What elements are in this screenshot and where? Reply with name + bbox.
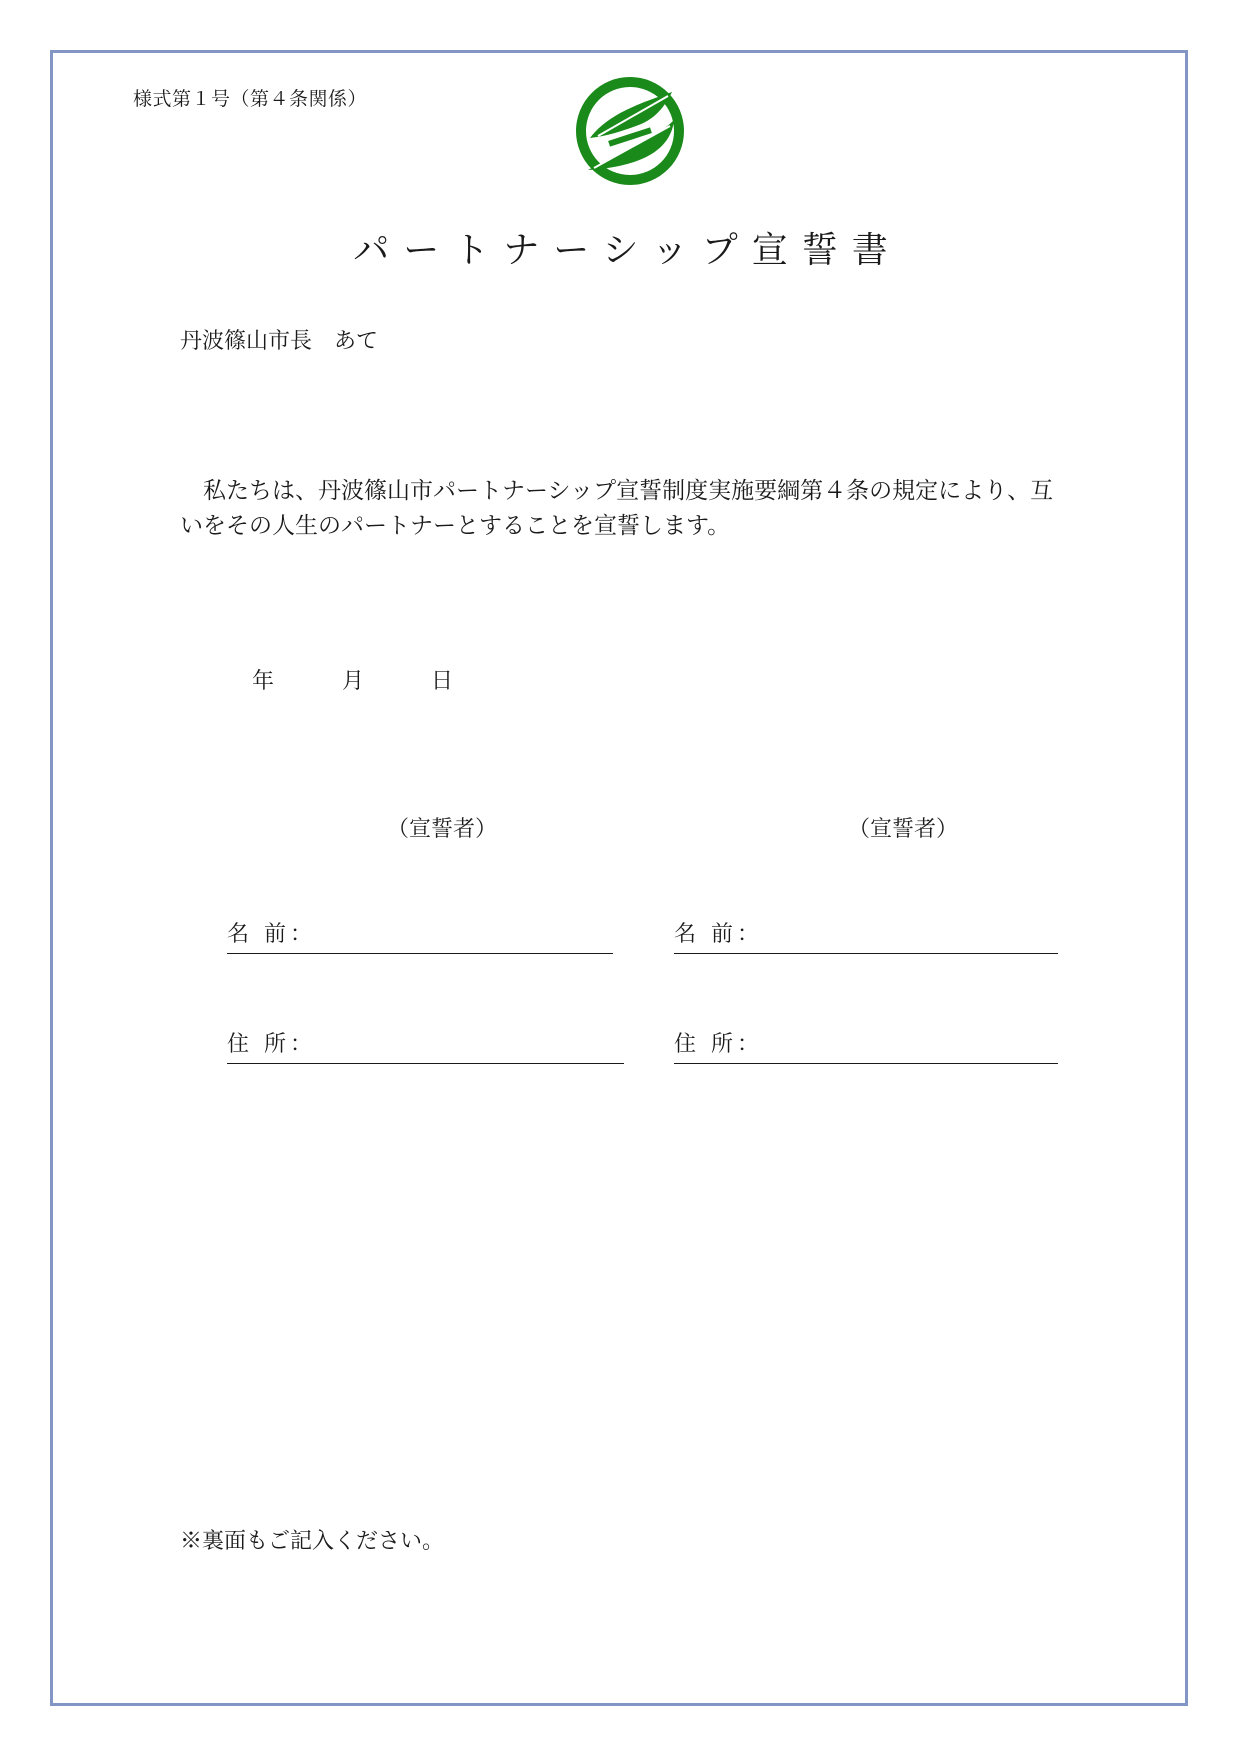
name-label-1: 名 前： bbox=[227, 922, 316, 947]
name-field-2[interactable] bbox=[674, 920, 1058, 954]
name-label-2: 名 前： bbox=[674, 922, 763, 947]
municipal-emblem-icon bbox=[568, 74, 692, 188]
address-label-1: 住 所： bbox=[227, 1032, 316, 1057]
declaration-text: 私たちは、丹波篠山市パートナーシップ宣誓制度実施要綱第４条の規定により、互いをその人生のパートナーとすることを宣誓します。 bbox=[180, 478, 1054, 539]
address-field-1[interactable] bbox=[227, 1030, 624, 1064]
declarant-label-1: （宣誓者） bbox=[387, 817, 498, 842]
date-month-label: 月 bbox=[342, 669, 365, 694]
page-border bbox=[50, 50, 1188, 1706]
address-field-2[interactable] bbox=[674, 1030, 1058, 1064]
form-number: 様式第１号（第４条関係） bbox=[133, 88, 368, 110]
name-field-1[interactable] bbox=[227, 920, 613, 954]
addressee: 丹波篠山市長 あて bbox=[180, 329, 379, 354]
declarant-label-2: （宣誓者） bbox=[848, 817, 959, 842]
date-year-label: 年 bbox=[252, 669, 275, 694]
reverse-side-note: ※裏面もご記入ください。 bbox=[180, 1529, 445, 1554]
date-day-label: 日 bbox=[431, 669, 454, 694]
address-label-2: 住 所： bbox=[674, 1032, 763, 1057]
document-title: パートナーシップ宣誓書 bbox=[353, 230, 902, 271]
